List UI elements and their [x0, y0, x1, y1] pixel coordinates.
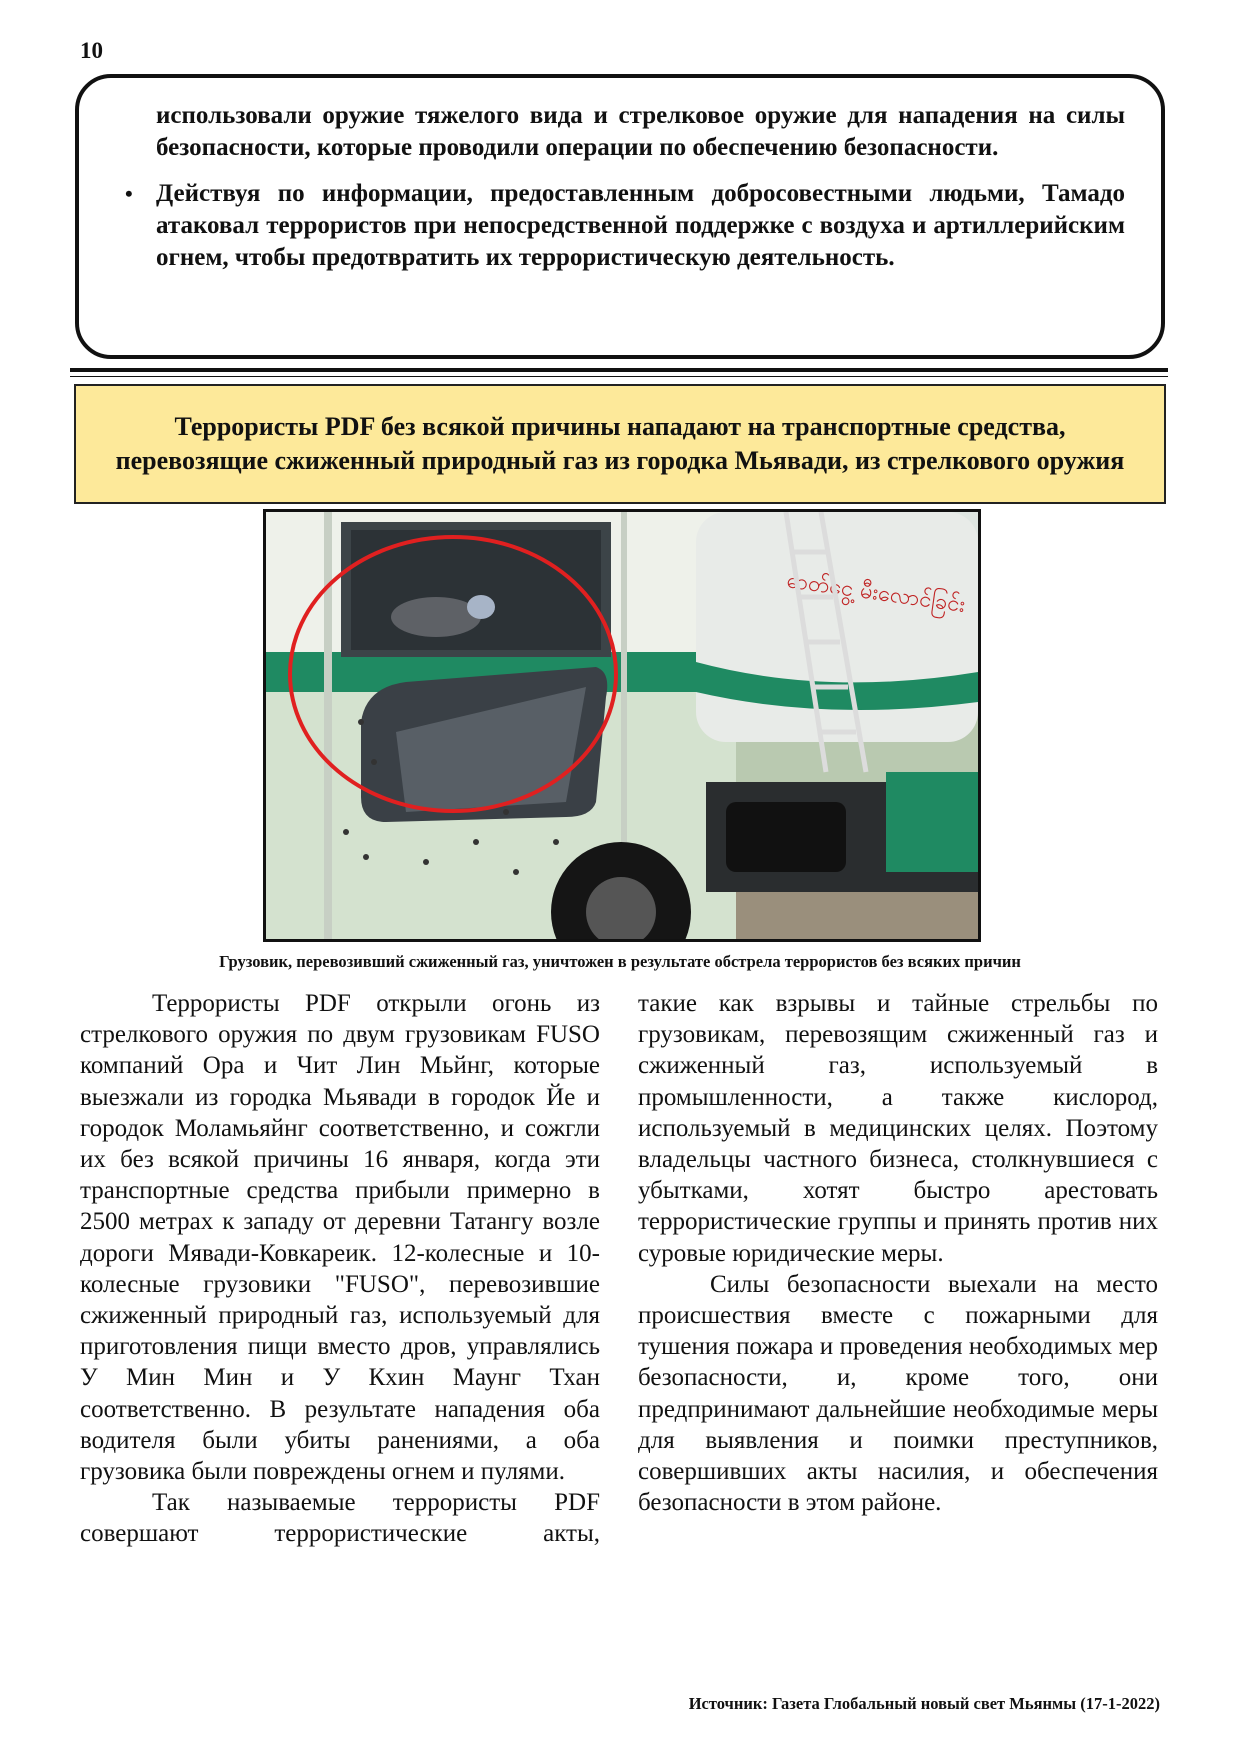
photo-caption: Грузовик, перевозивший сжиженный газ, уничтожен в результате обстрела террористов без всяких причин — [219, 952, 1021, 971]
box-continued-text: использовали оружие тяжелого вида и стрелковое оружие для нападения на силы безопасности, которые проводили операции по обеспечению безопасности. — [156, 102, 1125, 161]
article-paragraph-3: Силы безопасности выехали на место происшествия вместе с пожарными для тушения пожара и проведения необходимых мер безопасности, и, кроме того, они предпринимают дальнейшие необходимые меры для выявления и поимки преступников, совершивших акты насилия, и обеспечения безопасности в этом районе. — [638, 1270, 1158, 1517]
article-photo — [263, 509, 981, 942]
article-column-left — [80, 988, 600, 1550]
article-paragraph-1: Террористы PDF открыли огонь из стрелкового оружия по двум грузовикам FUSO компаний Ора и Чит Лин Мьйнг, которые выезжали из городка Мьявади в городок Йе и городок Моламьяйнг соответственно, и сожгли их без всякой причины 16 января, когда эти транспортные средства прибыли примерно в 2500 метрах к западу от деревни Татангу возле дороги Мявади-Ковкареик. 12-колесные и 10-колесные грузовики "FUSO", перевозившие сжиженный природный газ, используемый для приготовления пищи вместо дров, управлялись У Мин Мин и У Кхин Маунг Тхан соответственно. В результате нападения оба водителя были убиты ранениями, а оба грузовика были повреждены огнем и пулями. — [80, 990, 600, 1486]
truck-photo-illustration — [266, 512, 978, 939]
article-column-right — [638, 988, 1158, 1518]
divider-thin — [70, 376, 1168, 377]
tank-lettering: ဓာတ်ငွေ့ မီးလောင်ခြင်း — [785, 568, 967, 618]
article-paragraph-2-start: Так называемые террористы PDF совершают террористические акты, — [80, 1489, 600, 1548]
article-paragraph-2-end: такие как взрывы и тайные стрельбы по грузовикам, перевозящим сжиженный газ и сжиженный газ, используемый в промышленности, а также кислород, используемый в медицинских целях. Поэтому владельцы частного бизнеса, столкнувшиеся с убытками, хотят быстро арестовать террористические группы и принять против них суровые юридические меры. — [638, 990, 1158, 1267]
page-number: 10 — [80, 38, 103, 63]
box-bullet-text: Действуя по информации, предоставленным добросовестными людьми, Тамадо атаковал террористов при непосредственной поддержке с воздуха и артиллерийским огнем, чтобы предотвратить их террористическую деятельность. — [156, 180, 1125, 271]
bullet-icon: • — [125, 181, 133, 206]
bullet-box — [75, 74, 1165, 359]
source-line: Источник: Газета Глобальный новый свет Мьянмы (17-1-2022) — [688, 1694, 1160, 1713]
divider-thick — [70, 368, 1168, 372]
box-bullet-item — [125, 178, 1125, 274]
article-headline: Террористы PDF без всякой причины нападают на транспортные средства, перевозящие сжиженный природный газ из городка Мьявади, из стрелкового оружия — [74, 384, 1166, 504]
